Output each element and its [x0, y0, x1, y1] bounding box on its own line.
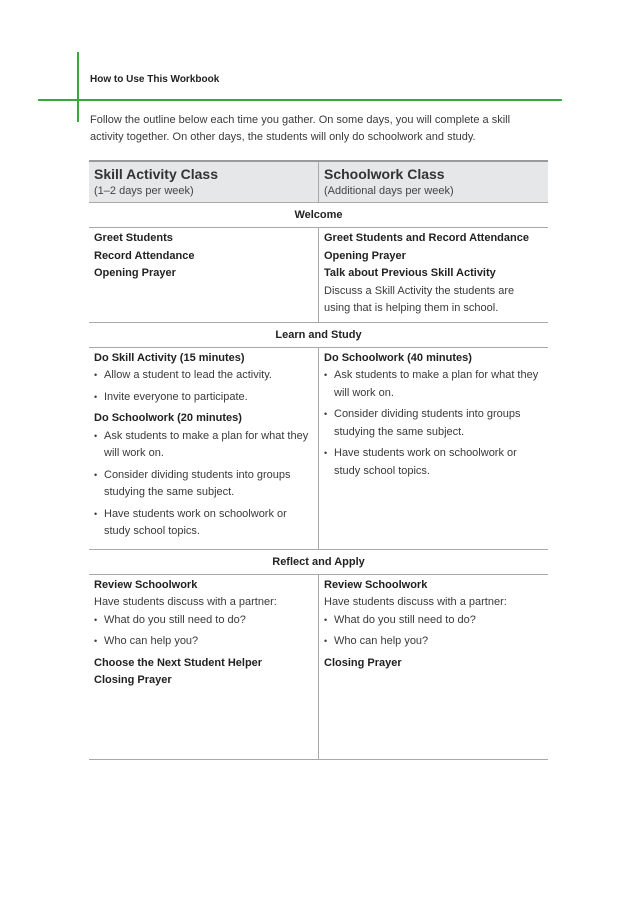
bullet-item: • Consider dividing students into groups studying the same subject. — [324, 406, 543, 441]
welcome-schoolwork-cell — [319, 228, 548, 322]
page-header-title: How to Use This Workbook — [90, 74, 220, 85]
section-heading-reflect: Reflect and Apply — [89, 550, 548, 575]
bullet-item: • Consider dividing students into groups studying the same subject. — [94, 467, 313, 502]
learn-schoolwork-cell — [319, 348, 548, 549]
step-label: Do Skill Activity (15 minutes) — [94, 351, 245, 364]
bullet-item: • Ask students to make a plan for what they will work on. — [94, 428, 313, 463]
step-label: Talk about Previous Skill Activity — [324, 267, 496, 279]
step-description: Discuss a Skill Activity the students are using that is helping them in school. — [324, 284, 515, 314]
bullet-item: • Ask students to make a plan for what they will work on. — [324, 367, 543, 402]
step-label: Greet Students and Record Attendance — [324, 232, 529, 244]
bullet-item: • What do you still need to do? — [94, 612, 313, 630]
step-label: Greet Students — [94, 232, 173, 244]
step-description: Have students discuss with a partner: — [324, 596, 507, 608]
column-subtitle: (Additional days per week) — [324, 185, 454, 197]
green-horizontal-rule — [38, 99, 562, 101]
step-label: Review Schoolwork — [94, 578, 198, 591]
step-label: Choose the Next Student Helper — [94, 656, 263, 669]
learn-row — [89, 348, 548, 550]
reflect-skill-cell — [89, 575, 319, 759]
step-label: Record Attendance — [94, 249, 195, 262]
step-label: Review Schoolwork — [324, 578, 428, 591]
learn-skill-cell — [89, 348, 319, 549]
step-description: Have students discuss with a partner: — [94, 596, 277, 608]
intro-paragraph: Follow the outline below each time you gather. On some days, you will complete a skill activity together. On other days, the students will only do schoolwork and study. — [90, 114, 511, 143]
step-label: Opening Prayer — [324, 249, 406, 262]
bullet-item: • Allow a student to lead the activity. — [94, 367, 313, 385]
reflect-row — [89, 575, 548, 760]
column-subtitle: (1–2 days per week) — [94, 185, 194, 197]
step-label: Opening Prayer — [94, 267, 176, 279]
step-label: Do Schoolwork (40 minutes) — [324, 351, 472, 364]
step-label: Do Schoolwork (20 minutes) — [94, 412, 242, 424]
green-vertical-rule — [77, 52, 79, 122]
bullet-item: • Who can help you? — [94, 633, 313, 651]
welcome-row — [89, 228, 548, 323]
welcome-skill-cell — [89, 228, 319, 322]
header-schoolwork — [319, 162, 548, 202]
step-label: Closing Prayer — [324, 656, 402, 669]
bullet-item: • Have students work on schoolwork or study school topics. — [94, 506, 313, 541]
column-title: Schoolwork Class — [324, 166, 445, 182]
header-skill-activity — [89, 162, 319, 202]
bullet-item: • Have students work on schoolwork or study school topics. — [324, 445, 543, 480]
table-header-row — [89, 160, 548, 203]
bullet-item: • What do you still need to do? — [324, 612, 543, 630]
section-heading-learn: Learn and Study — [89, 323, 548, 348]
step-label: Closing Prayer — [94, 674, 172, 686]
class-outline-table — [89, 160, 548, 760]
reflect-schoolwork-cell — [319, 575, 548, 759]
section-heading-welcome: Welcome — [89, 203, 548, 228]
bullet-item: • Invite everyone to participate. — [94, 389, 313, 407]
column-title: Skill Activity Class — [94, 166, 218, 182]
bullet-item: • Who can help you? — [324, 633, 543, 651]
